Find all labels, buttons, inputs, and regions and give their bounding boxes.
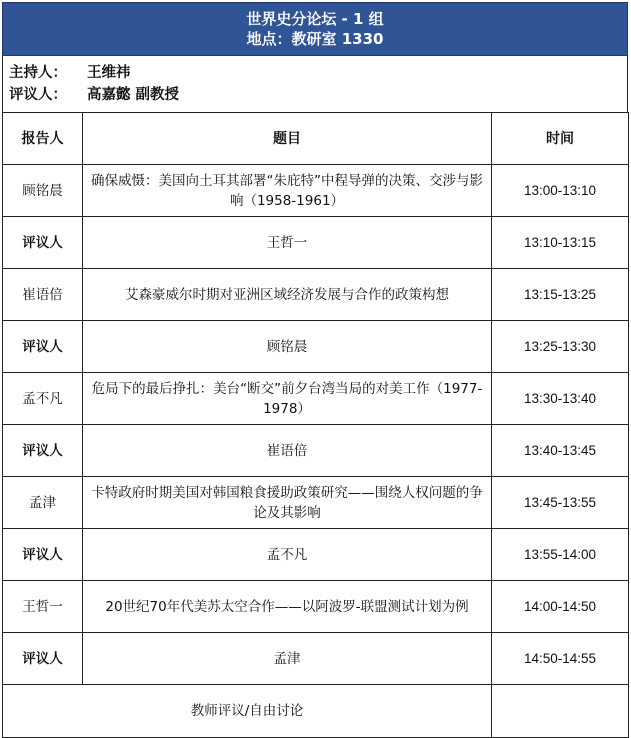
time-cell: 13:40-13:45 bbox=[492, 425, 629, 477]
table-row bbox=[3, 529, 629, 581]
presenter-cell: 评议人 bbox=[3, 321, 83, 373]
host-label: 主持人： bbox=[9, 65, 67, 81]
title-cell: 20世纪70年代美苏太空合作——以阿波罗-联盟测试计划为例 bbox=[83, 581, 492, 633]
title-cell: 孟津 bbox=[83, 633, 492, 685]
title-cell: 孟不凡 bbox=[83, 529, 492, 581]
presenter-cell: 评议人 bbox=[3, 529, 83, 581]
table-row bbox=[3, 165, 629, 217]
presenter-cell: 顾铭晨 bbox=[3, 165, 83, 217]
forum-header bbox=[2, 2, 628, 56]
presenter-cell: 评议人 bbox=[3, 217, 83, 269]
table-row bbox=[3, 217, 629, 269]
title-cell: 卡特政府时期美国对韩国粮食援助政策研究——围绕人权问题的争论及其影响 bbox=[83, 477, 492, 529]
column-header-presenter: 报告人 bbox=[3, 113, 83, 165]
commentator-name: 高嘉懿 副教授 bbox=[87, 87, 180, 103]
session-info bbox=[2, 56, 628, 112]
table-row bbox=[3, 581, 629, 633]
title-cell: 确保威慑：美国向土耳其部署“朱庇特”中程导弹的决策、交涉与影响（1958-1961） bbox=[83, 165, 492, 217]
column-header-time: 时间 bbox=[492, 113, 629, 165]
table-row bbox=[3, 321, 629, 373]
discussion-cell: 教师评议/自由讨论 bbox=[3, 685, 492, 738]
presenter-cell: 崔语倍 bbox=[3, 269, 83, 321]
presenter-cell: 评议人 bbox=[3, 633, 83, 685]
time-cell: 13:45-13:55 bbox=[492, 477, 629, 529]
discussion-time-cell bbox=[492, 685, 629, 738]
table-row bbox=[3, 633, 629, 685]
time-cell: 13:30-13:40 bbox=[492, 373, 629, 425]
time-cell: 13:25-13:30 bbox=[492, 321, 629, 373]
presenter-cell: 评议人 bbox=[3, 425, 83, 477]
commentator-line bbox=[9, 84, 627, 106]
schedule-table bbox=[2, 112, 629, 738]
table-row bbox=[3, 477, 629, 529]
host-line bbox=[9, 62, 627, 84]
title-cell: 顾铭晨 bbox=[83, 321, 492, 373]
presenter-cell: 王哲一 bbox=[3, 581, 83, 633]
title-cell: 崔语倍 bbox=[83, 425, 492, 477]
presenter-cell: 孟津 bbox=[3, 477, 83, 529]
forum-location: 地点：教研室 1330 bbox=[246, 30, 384, 48]
title-cell: 艾森豪威尔时期对亚洲区域经济发展与合作的政策构想 bbox=[83, 269, 492, 321]
time-cell: 13:00-13:10 bbox=[492, 165, 629, 217]
time-cell: 13:10-13:15 bbox=[492, 217, 629, 269]
column-header-title: 题目 bbox=[83, 113, 492, 165]
table-row bbox=[3, 269, 629, 321]
table-row bbox=[3, 425, 629, 477]
forum-title: 世界史分论坛 - 1 组 bbox=[246, 10, 384, 28]
time-cell: 13:55-14:00 bbox=[492, 529, 629, 581]
title-cell: 王哲一 bbox=[83, 217, 492, 269]
table-row bbox=[3, 373, 629, 425]
discussion-row bbox=[3, 685, 629, 738]
schedule-sheet bbox=[2, 2, 628, 738]
time-cell: 13:15-13:25 bbox=[492, 269, 629, 321]
title-cell: 危局下的最后挣扎：美台“断交”前夕台湾当局的对美工作（1977-1978） bbox=[83, 373, 492, 425]
time-cell: 14:00-14:50 bbox=[492, 581, 629, 633]
presenter-cell: 孟不凡 bbox=[3, 373, 83, 425]
commentator-label: 评议人： bbox=[9, 87, 67, 103]
time-cell: 14:50-14:55 bbox=[492, 633, 629, 685]
host-name: 王维祎 bbox=[87, 65, 131, 81]
